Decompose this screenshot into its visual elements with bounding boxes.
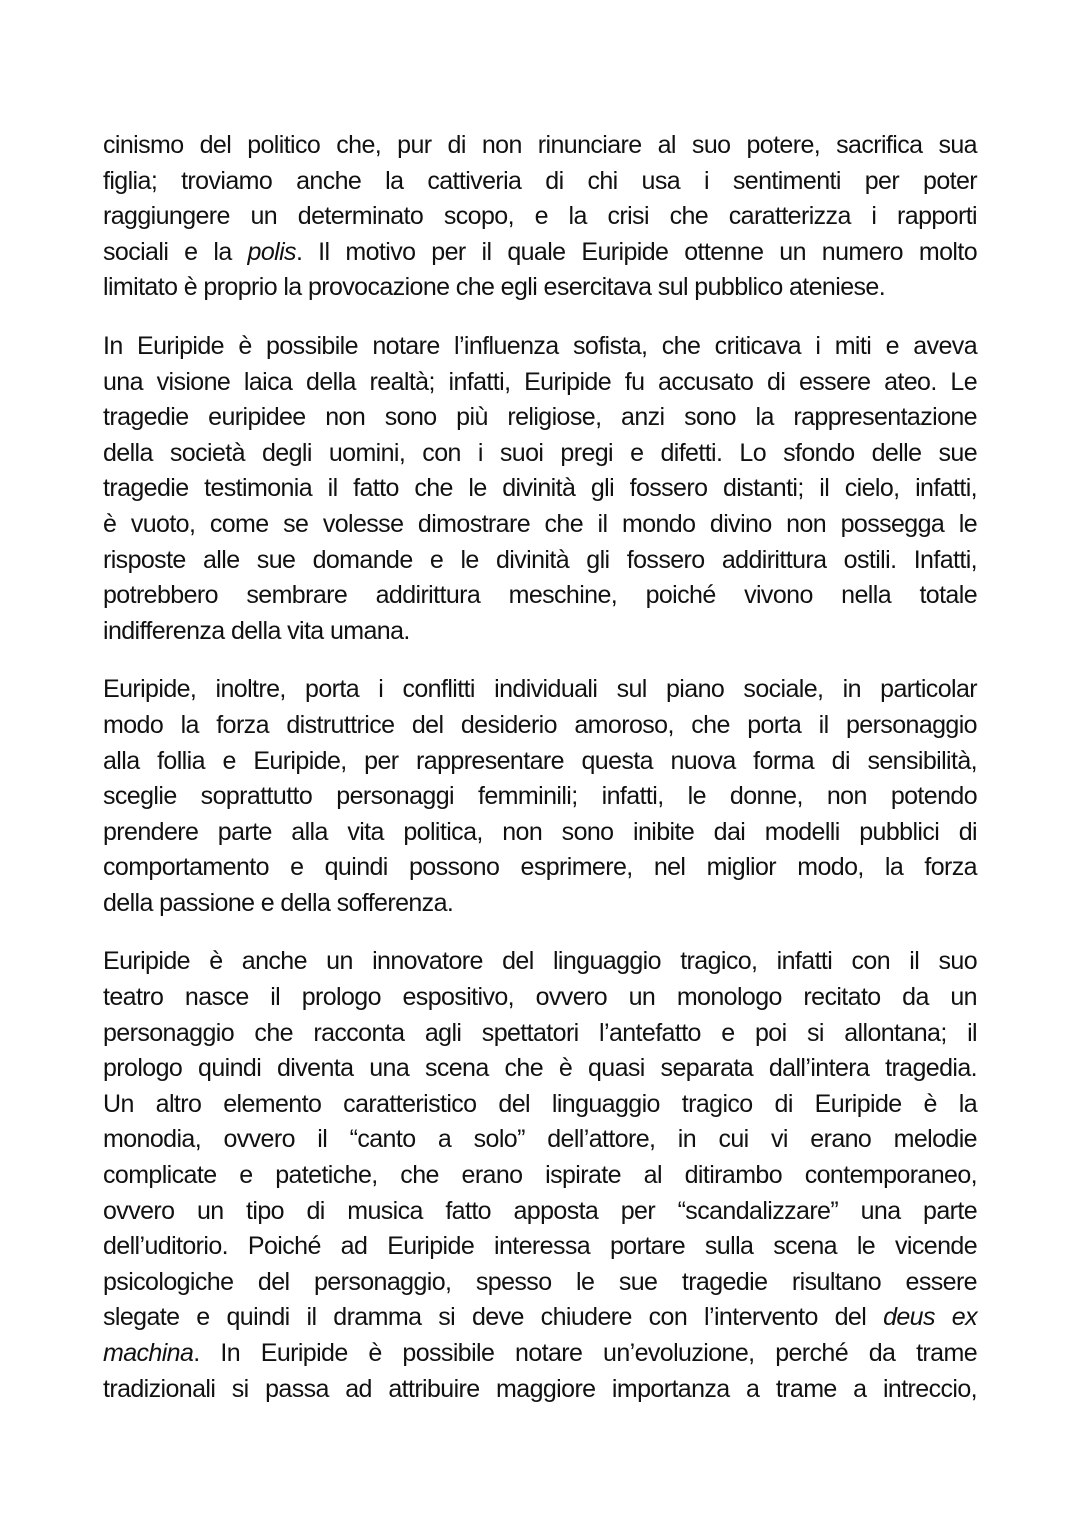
text-line <box>103 400 977 436</box>
text-line <box>103 1229 977 1265</box>
body-paragraph <box>103 329 977 649</box>
text-line <box>103 614 977 650</box>
text-run: una visione laica della realtà; infatti, Euripide fu accusato di essere ateo. Le <box>103 367 977 396</box>
text-line <box>103 1087 977 1123</box>
text-run: personaggio che racconta agli spettatori l’antefatto e poi si allontana; il <box>103 1018 977 1047</box>
text-run: slegate e quindi il dramma si deve chiudere con l’intervento del <box>103 1303 884 1332</box>
text-run: cinismo del politico che, pur di non rinunciare al suo potere, sacrifica sua <box>103 131 977 159</box>
text-line <box>103 1194 977 1230</box>
text-run: complicate e patetiche, che erano ispirate al ditirambo contemporaneo, <box>103 1161 977 1190</box>
text-run: della passione e della sofferenza. <box>103 888 454 917</box>
italic-term: machina <box>103 1339 194 1367</box>
text-line <box>103 507 977 543</box>
text-run: teatro nasce il prologo espositivo, ovvero un monologo recitato da un <box>103 983 977 1012</box>
body-paragraph <box>103 944 977 1407</box>
text-run: ovvero un tipo di musica fatto apposta per “scandalizzare” una parte <box>103 1196 977 1225</box>
text-line <box>103 471 977 507</box>
text-line <box>103 1158 977 1194</box>
text-run: . Il motivo per il quale Euripide ottenne un numero molto <box>295 237 977 266</box>
text-run: tradizionali si passa ad attribuire maggiore importanza a trame a intreccio, <box>103 1374 977 1403</box>
text-run: alla follia e Euripide, per rappresentare questa nuova forma di sensibilità, <box>103 746 977 775</box>
text-run: prendere parte alla vita politica, non sono inibite dai modelli pubblici di <box>103 817 977 846</box>
text-run: sceglie soprattutto personaggi femminili; infatti, le donne, non potendo <box>103 782 977 811</box>
text-run: raggiungere un determinato scopo, e la crisi che caratterizza i rapporti <box>103 202 977 231</box>
text-run: Euripide, inoltre, porta i conflitti individuali sul piano sociale, in particolar <box>103 675 977 704</box>
text-run: figlia; troviamo anche la cattiveria di chi usa i sentimenti per poter <box>103 166 977 195</box>
text-line <box>103 436 977 472</box>
text-line <box>103 1265 977 1301</box>
text-line <box>103 944 977 980</box>
text-line <box>103 199 977 235</box>
text-run: Un altro elemento caratteristico del linguaggio tragico di Euripide è la <box>103 1089 977 1118</box>
text-run: In Euripide è possibile notare l’influenza sofista, che criticava i miti e aveva <box>103 331 977 360</box>
text-run: . In Euripide è possibile notare un’evoluzione, perché da trame <box>193 1339 977 1367</box>
text-line <box>103 329 977 365</box>
text-line <box>103 128 977 164</box>
text-line <box>103 672 977 708</box>
text-line <box>103 744 977 780</box>
text-line <box>103 850 977 886</box>
text-run: indifferenza della vita umana. <box>103 616 410 645</box>
italic-term: deus ex <box>883 1303 977 1332</box>
text-line <box>103 1122 977 1158</box>
text-line <box>103 1300 977 1336</box>
text-line <box>103 1016 977 1052</box>
text-line <box>103 886 977 922</box>
text-line <box>103 365 977 401</box>
text-line <box>103 1336 977 1372</box>
body-paragraph <box>103 128 977 306</box>
text-run: potrebbero sembrare addirittura meschine, poiché vivono nella totale <box>103 581 977 610</box>
text-line <box>103 708 977 744</box>
text-line <box>103 270 977 306</box>
text-run: risposte alle sue domande e le divinità gli fossero addirittura ostili. Infatti, <box>103 545 977 574</box>
text-run: Euripide è anche un innovatore del linguaggio tragico, infatti con il suo <box>103 947 977 976</box>
text-line <box>103 578 977 614</box>
text-run: tragedie testimonia il fatto che le divinità gli fossero distanti; il cielo, infatti, <box>103 474 977 503</box>
text-line <box>103 815 977 851</box>
body-paragraph <box>103 672 977 921</box>
text-run: della società degli uomini, con i suoi pregi e difetti. Lo sfondo delle sue <box>103 438 977 467</box>
text-line <box>103 779 977 815</box>
text-line <box>103 980 977 1016</box>
text-line <box>103 543 977 579</box>
text-run: limitato è proprio la provocazione che egli esercitava sul pubblico ateniese. <box>103 273 886 302</box>
text-run: è vuoto, come se volesse dimostrare che il mondo divino non possegga le <box>103 509 977 538</box>
text-line <box>103 235 977 271</box>
italic-term: polis <box>247 237 296 266</box>
text-line <box>103 164 977 200</box>
text-run: tragedie euripidee non sono più religiose, anzi sono la rappresentazione <box>103 403 977 432</box>
text-run: sociali e la <box>103 237 248 266</box>
text-run: modo la forza distruttrice del desiderio amoroso, che porta il personaggio <box>103 710 977 739</box>
text-run: monodia, ovvero il “canto a solo” dell’attore, in cui vi erano melodie <box>103 1125 977 1154</box>
text-run: psicologiche del personaggio, spesso le sue tragedie risultano essere <box>103 1267 977 1296</box>
document-page <box>103 128 977 1407</box>
text-line <box>103 1051 977 1087</box>
text-run: prologo quindi diventa una scena che è quasi separata dall’intera tragedia. <box>103 1054 977 1083</box>
text-run: dell’uditorio. Poiché ad Euripide interessa portare sulla scena le vicende <box>103 1232 977 1261</box>
text-run: comportamento e quindi possono esprimere, nel miglior modo, la forza <box>103 853 977 882</box>
text-line <box>103 1372 977 1408</box>
